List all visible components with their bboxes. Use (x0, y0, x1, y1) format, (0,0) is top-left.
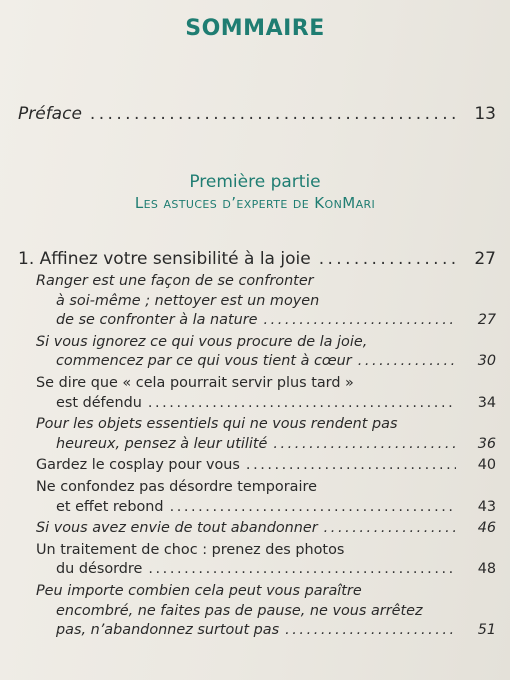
toc-entry[interactable] (36, 374, 496, 413)
toc-entry-last-line (36, 498, 496, 518)
toc-entry[interactable] (36, 582, 496, 641)
toc-entry-page: 40 (477, 457, 496, 474)
toc-entry-page: 51 (477, 622, 496, 639)
toc-entry-page: 46 (477, 520, 496, 537)
toc-entry[interactable] (36, 478, 496, 517)
dot-leader (285, 621, 456, 641)
toc-preface[interactable] (0, 104, 510, 124)
toc-entry-line: Un traitement de choc : prenez des photos (36, 541, 345, 558)
toc-entry-line: Gardez le cosplay pour vous (36, 457, 240, 474)
toc-entry-line: Si vous avez envie de tout abandonner (36, 520, 318, 537)
chapter-label: 1. Affinez votre sensibilité à la joie (18, 249, 311, 269)
dot-leader (324, 519, 456, 539)
toc-entry-line: commencez par ce qui vous tient à cœur (56, 353, 352, 370)
dot-leader (319, 249, 458, 269)
toc-entry-page: 43 (477, 498, 496, 515)
toc-entry-line: heureux, pensez à leur utilité (56, 435, 268, 452)
toc-entry-page: 48 (477, 561, 496, 578)
toc-entry-last-line (36, 621, 496, 641)
toc-entry-last-line (36, 352, 496, 372)
toc-entry-line: à soi-même ; nettoyer est un moyen (56, 292, 320, 309)
dot-leader (263, 311, 456, 331)
toc-entry-line: Peu importe combien cela peut vous paraître (36, 582, 362, 599)
toc-entry-line: est défendu (56, 394, 142, 411)
toc-entry-page: 36 (477, 435, 496, 452)
dot-leader (170, 498, 456, 518)
toc-entry[interactable] (36, 541, 496, 580)
toc-entry-page: 27 (477, 312, 496, 329)
toc-entry-line: de se confronter à la nature (56, 312, 258, 329)
toc-entry-line: Ranger est une façon de se confronter (36, 273, 314, 289)
toc-entry-last-line (36, 394, 496, 414)
toc-entry-line: et effet rebond (56, 498, 164, 515)
dot-leader (148, 560, 456, 580)
toc-entry[interactable] (36, 456, 496, 476)
toc-entries (36, 272, 496, 643)
toc-entry[interactable] (36, 415, 496, 454)
toc-entry-last-line (36, 311, 496, 331)
toc-entry-page: 34 (477, 394, 496, 411)
part-title: Première partie (189, 172, 321, 192)
toc-entry-line: Ne confondez pas désordre temporaire (36, 478, 317, 495)
chapter-page: 27 (474, 249, 496, 269)
toc-entry-line: Pour les objets essentiels qui ne vous rendent pas (36, 416, 398, 433)
toc-entry-last-line (36, 456, 496, 476)
toc-entry[interactable] (36, 272, 496, 331)
dot-leader (148, 394, 456, 414)
toc-entry-last-line (36, 560, 496, 580)
part-subtitle: Les astuces d’experte de KonMari (134, 194, 376, 212)
toc-entry-line: encombré, ne faites pas de pause, ne vous arrêtez (56, 602, 423, 619)
preface-page: 13 (474, 104, 496, 124)
toc-entry[interactable] (36, 333, 496, 372)
toc-chapter-1[interactable] (0, 249, 510, 269)
toc-entry[interactable] (36, 519, 496, 539)
toc-entry-line: Si vous ignorez ce qui vous procure de la joie, (36, 333, 368, 350)
dot-leader (90, 104, 458, 124)
toc-entry-last-line (36, 435, 496, 455)
preface-label: Préface (18, 104, 82, 124)
page-title: SOMMAIRE (185, 16, 325, 41)
toc-entry-last-line (36, 519, 496, 539)
dot-leader (246, 456, 456, 476)
toc-entry-line: Se dire que « cela pourrait servir plus tard » (36, 374, 354, 391)
dot-leader (358, 352, 456, 372)
toc-entry-line: du désordre (56, 561, 143, 578)
toc-entry-page: 30 (477, 353, 496, 370)
dot-leader (273, 435, 456, 455)
toc-entry-line: pas, n’abandonnez surtout pas (56, 622, 280, 639)
